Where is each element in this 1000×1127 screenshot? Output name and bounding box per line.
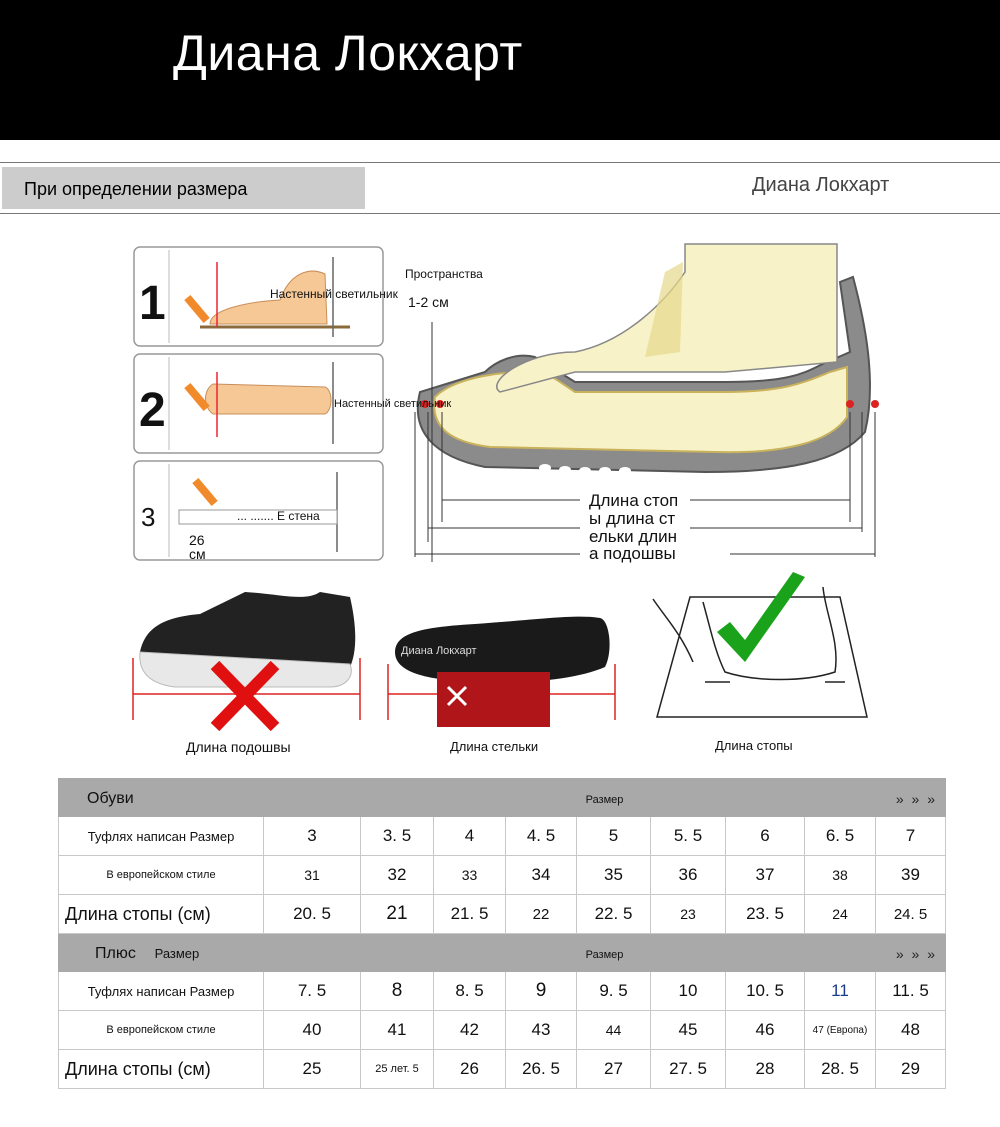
table-cell: 5: [577, 817, 651, 856]
table-cell: 36: [651, 856, 726, 895]
section1-title: Обуви: [87, 789, 134, 807]
table-cell: 5. 5: [651, 817, 726, 856]
table-cell: 39: [876, 856, 946, 895]
table-cell: 9: [506, 972, 577, 1011]
table-cell: 20. 5: [264, 895, 361, 934]
table-cell: 37: [726, 856, 805, 895]
table-cell: 34: [506, 856, 577, 895]
foot-caption: Длина стопы: [715, 738, 793, 753]
row-label-us: Туфлях написан Размер: [59, 972, 264, 1011]
insole-illustration: [388, 617, 615, 727]
space-label: Пространства: [405, 267, 483, 281]
table-row-eu1: [59, 856, 946, 895]
table-row-eu2: [59, 1011, 946, 1050]
row-label-foot: Длина стопы (см): [59, 895, 264, 934]
guide-illustration: [105, 232, 900, 792]
subheader-band: [0, 162, 1000, 214]
sole-caption: Длина подошвы: [186, 739, 291, 755]
section2-title-size: Размер: [154, 945, 200, 961]
table-cell: 11: [805, 972, 876, 1011]
space-value: 1-2 см: [408, 294, 449, 310]
measure-line-3: ельки длин: [589, 527, 678, 546]
table-cell: 27. 5: [651, 1050, 726, 1089]
table-cell: 4. 5: [506, 817, 577, 856]
table-cell: 11. 5: [876, 972, 946, 1011]
step-2-number: 2: [139, 384, 166, 437]
step-3-unit: см: [189, 546, 206, 562]
table-cell: 23: [651, 895, 726, 934]
table-cell: 10. 5: [726, 972, 805, 1011]
section2-header: [59, 934, 946, 972]
subheader-left-label: При определении размера: [24, 179, 248, 199]
table-cell: 7. 5: [264, 972, 361, 1011]
table-cell: 25: [264, 1050, 361, 1089]
table-cell: 24: [805, 895, 876, 934]
row-label-eu: В европейском стиле: [59, 1011, 264, 1050]
section2-arrows: » » »: [895, 946, 937, 962]
table-cell: 43: [506, 1011, 577, 1050]
table-cell: 42: [434, 1011, 506, 1050]
measure-line-1: Длина стоп: [589, 491, 679, 510]
measurement-guide: [105, 232, 900, 792]
foot-tracing-illustration: [653, 572, 867, 717]
table-cell: 4: [434, 817, 506, 856]
table-cell: 3. 5: [361, 817, 434, 856]
table-cell: 47 (Европа): [805, 1011, 876, 1050]
table-cell: 21. 5: [434, 895, 506, 934]
measure-line-2: ы длина ст: [589, 509, 676, 528]
table-row-us1: [59, 817, 946, 856]
row-label-eu: В европейском стиле: [59, 856, 264, 895]
step-3-number: 3: [141, 502, 156, 532]
table-cell: 9. 5: [577, 972, 651, 1011]
table-cell: 33: [434, 856, 506, 895]
table-cell: 35: [577, 856, 651, 895]
table-cell: 31: [264, 856, 361, 895]
table-row-us2: [59, 972, 946, 1011]
table-cell: 48: [876, 1011, 946, 1050]
section2-title: Плюс: [95, 944, 136, 962]
table-row-cm2: [59, 1050, 946, 1089]
table-cell: 10: [651, 972, 726, 1011]
table-cell: 6. 5: [805, 817, 876, 856]
insole-caption: Длина стельки: [450, 739, 539, 754]
table-cell: 26: [434, 1050, 506, 1089]
table-cell: 32: [361, 856, 434, 895]
table-cell: 22. 5: [577, 895, 651, 934]
table-cell: 41: [361, 1011, 434, 1050]
step-1-wall-label: Настенный светильник: [270, 287, 398, 301]
table-cell: 7: [876, 817, 946, 856]
table-cell: 29: [876, 1050, 946, 1089]
section1-header: [59, 779, 946, 817]
subheader-left: [2, 167, 365, 209]
step-3-wall-label: ... ....... Е стена: [237, 509, 320, 523]
table-cell: 27: [577, 1050, 651, 1089]
step-2-wall-label: Настенный светильник: [334, 398, 452, 410]
table-cell: 6: [726, 817, 805, 856]
row-label-foot: Длина стопы (см): [59, 1050, 264, 1089]
table-cell: 38: [805, 856, 876, 895]
table-row-cm1: [59, 895, 946, 934]
table-cell: 28: [726, 1050, 805, 1089]
title-banner: [0, 0, 1000, 140]
table-cell: 24. 5: [876, 895, 946, 934]
size-table: [58, 778, 946, 1089]
step-3-value: 26: [189, 532, 205, 548]
section1-arrows: » » »: [895, 791, 937, 807]
section1-size-header: Размер: [585, 793, 624, 806]
table-cell: 8. 5: [434, 972, 506, 1011]
table-cell: 40: [264, 1011, 361, 1050]
measure-line-4: а подошвы: [589, 544, 676, 563]
table-cell: 46: [726, 1011, 805, 1050]
table-cell: 22: [506, 895, 577, 934]
table-cell: 8: [361, 972, 434, 1011]
table-cell: 3: [264, 817, 361, 856]
table-cell: 28. 5: [805, 1050, 876, 1089]
sneaker-illustration: [133, 592, 360, 727]
insole-brand: Диана Локхарт: [401, 645, 477, 657]
section2-size-header: Размер: [585, 948, 624, 961]
table-cell: 21: [361, 895, 434, 934]
step-1-number: 1: [139, 277, 166, 330]
table-cell: 25 лет. 5: [361, 1050, 434, 1089]
row-label-us: Туфлях написан Размер: [59, 817, 264, 856]
table-cell: 26. 5: [506, 1050, 577, 1089]
table-cell: 44: [577, 1011, 651, 1050]
page-title: Диана Локхарт: [173, 25, 523, 81]
table-cell: 45: [651, 1011, 726, 1050]
subheader-right-label: Диана Локхарт: [752, 174, 890, 196]
table-cell: 23. 5: [726, 895, 805, 934]
